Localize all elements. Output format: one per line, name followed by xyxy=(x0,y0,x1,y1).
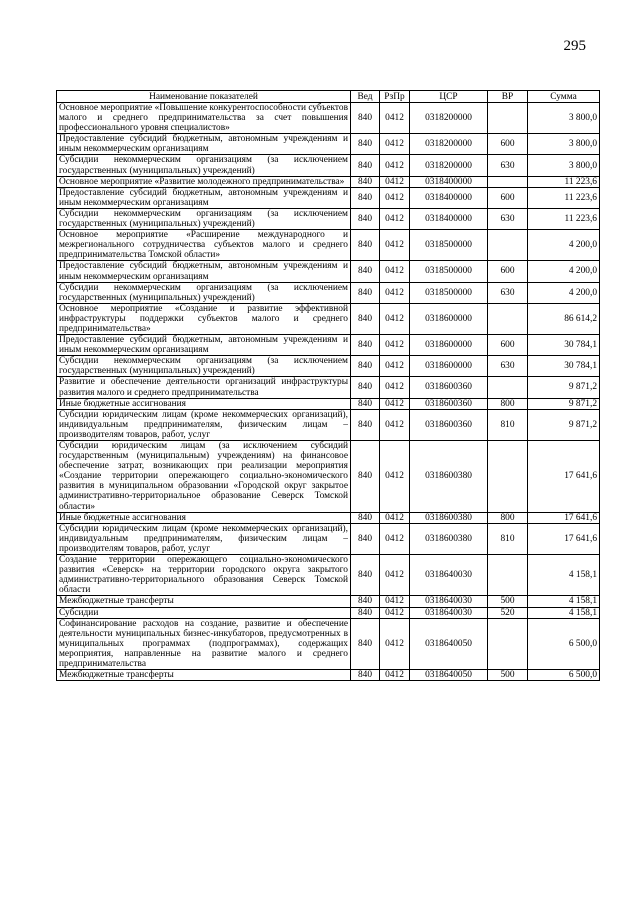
cell-vr xyxy=(488,230,528,261)
cell-csr: 0318600360 xyxy=(410,409,488,440)
cell-name: Предоставление субсидий бюджетным, автономным учреждениям и иным некоммерческим организациям xyxy=(57,187,351,208)
cell-rzpr: 0412 xyxy=(380,441,410,513)
cell-rzpr: 0412 xyxy=(380,282,410,303)
cell-ved: 840 xyxy=(351,261,380,282)
cell-name: Предоставление субсидий бюджетным, автономным учреждениям и иным некоммерческим организациям xyxy=(57,261,351,282)
cell-sum: 11 223,6 xyxy=(528,176,600,187)
cell-rzpr: 0412 xyxy=(380,261,410,282)
cell-rzpr: 0412 xyxy=(380,176,410,187)
cell-name: Основное мероприятие «Развитие молодежного предпринимательства» xyxy=(57,176,351,187)
cell-ved: 840 xyxy=(351,187,380,208)
table-row xyxy=(57,208,600,229)
cell-rzpr: 0412 xyxy=(380,523,410,554)
cell-sum: 9 871,2 xyxy=(528,398,600,409)
cell-sum: 11 223,6 xyxy=(528,208,600,229)
table-row xyxy=(57,335,600,356)
table-row xyxy=(57,176,600,187)
cell-sum: 6 500,0 xyxy=(528,670,600,681)
cell-csr: 0318500000 xyxy=(410,230,488,261)
header-rzpr: РзПр xyxy=(380,91,410,103)
cell-csr: 0318600000 xyxy=(410,303,488,334)
cell-csr: 0318600380 xyxy=(410,441,488,513)
table-row xyxy=(57,282,600,303)
table-row xyxy=(57,512,600,523)
cell-csr: 0318500000 xyxy=(410,282,488,303)
cell-rzpr: 0412 xyxy=(380,377,410,398)
table-row xyxy=(57,398,600,409)
cell-sum: 4 200,0 xyxy=(528,282,600,303)
cell-rzpr: 0412 xyxy=(380,335,410,356)
budget-table xyxy=(56,90,600,681)
table-row xyxy=(57,618,600,669)
cell-rzpr: 0412 xyxy=(380,230,410,261)
table-row xyxy=(57,377,600,398)
cell-csr: 0318640030 xyxy=(410,555,488,596)
table-row xyxy=(57,670,600,681)
table-row xyxy=(57,230,600,261)
cell-rzpr: 0412 xyxy=(380,512,410,523)
cell-sum: 6 500,0 xyxy=(528,618,600,669)
cell-sum: 30 784,1 xyxy=(528,356,600,377)
cell-ved: 840 xyxy=(351,134,380,155)
cell-vr xyxy=(488,377,528,398)
cell-ved: 840 xyxy=(351,155,380,176)
cell-rzpr: 0412 xyxy=(380,409,410,440)
cell-vr: 810 xyxy=(488,523,528,554)
cell-ved: 840 xyxy=(351,176,380,187)
cell-rzpr: 0412 xyxy=(380,670,410,681)
table-row xyxy=(57,134,600,155)
header-name: Наименование показателей xyxy=(57,91,351,103)
header-csr: ЦСР xyxy=(410,91,488,103)
cell-ved: 840 xyxy=(351,398,380,409)
cell-name: Субсидии юридическим лицам (за исключением субсидий государственным (муниципальным) учреждениям) на финансовое обеспечение затрат, возникающих при реализации мероприятия «Создание территории опережающего социально-экономического развития в муниципальном образовании «Городской округ закрытое административно-территориальное образование Северск Томской области» xyxy=(57,441,351,513)
cell-sum: 4 158,1 xyxy=(528,596,600,607)
cell-ved: 840 xyxy=(351,103,380,134)
cell-sum: 3 800,0 xyxy=(528,134,600,155)
cell-name: Предоставление субсидий бюджетным, автономным учреждениям и иным некоммерческим организациям xyxy=(57,134,351,155)
cell-sum: 17 641,6 xyxy=(528,512,600,523)
cell-csr: 0318640030 xyxy=(410,596,488,607)
cell-rzpr: 0412 xyxy=(380,555,410,596)
cell-ved: 840 xyxy=(351,282,380,303)
cell-vr xyxy=(488,176,528,187)
cell-vr: 500 xyxy=(488,670,528,681)
cell-ved: 840 xyxy=(351,377,380,398)
cell-csr: 0318400000 xyxy=(410,208,488,229)
cell-vr xyxy=(488,618,528,669)
cell-sum: 9 871,2 xyxy=(528,409,600,440)
cell-vr: 630 xyxy=(488,208,528,229)
cell-sum: 86 614,2 xyxy=(528,303,600,334)
cell-name: Основное мероприятие «Расширение международного и межрегионального сотрудничества субъектов малого и среднего предпринимательства Томской области» xyxy=(57,230,351,261)
cell-ved: 840 xyxy=(351,670,380,681)
header-row xyxy=(57,91,600,103)
table-row xyxy=(57,555,600,596)
table-row xyxy=(57,523,600,554)
cell-ved: 840 xyxy=(351,618,380,669)
table-row xyxy=(57,596,600,607)
cell-csr: 0318600380 xyxy=(410,523,488,554)
cell-rzpr: 0412 xyxy=(380,356,410,377)
cell-vr xyxy=(488,303,528,334)
cell-name: Субсидии некоммерческим организациям (за исключением государственных (муниципальных) учреждений) xyxy=(57,356,351,377)
cell-vr: 630 xyxy=(488,356,528,377)
cell-ved: 840 xyxy=(351,596,380,607)
cell-ved: 840 xyxy=(351,555,380,596)
cell-name: Софинансирование расходов на создание, развитие и обеспечение деятельности муниципальных бизнес-инкубаторов, предусмотренных в муниципальных программах (подпрограммах), содержащих мероприятия, направленные на развитие малого и среднего предпринимательства xyxy=(57,618,351,669)
table-row xyxy=(57,607,600,618)
cell-sum: 4 200,0 xyxy=(528,230,600,261)
cell-sum: 4 158,1 xyxy=(528,607,600,618)
cell-name: Субсидии некоммерческим организациям (за исключением государственных (муниципальных) учреждений) xyxy=(57,155,351,176)
cell-ved: 840 xyxy=(351,230,380,261)
cell-name: Предоставление субсидий бюджетным, автономным учреждениям и иным некоммерческим организациям xyxy=(57,335,351,356)
cell-vr: 630 xyxy=(488,155,528,176)
cell-vr: 800 xyxy=(488,398,528,409)
table-row xyxy=(57,261,600,282)
cell-csr: 0318600000 xyxy=(410,335,488,356)
cell-name: Иные бюджетные ассигнования xyxy=(57,398,351,409)
cell-vr: 600 xyxy=(488,134,528,155)
cell-csr: 0318640050 xyxy=(410,670,488,681)
table-body xyxy=(57,103,600,681)
cell-csr: 0318600360 xyxy=(410,377,488,398)
cell-csr: 0318500000 xyxy=(410,261,488,282)
cell-name: Субсидии некоммерческим организациям (за исключением государственных (муниципальных) учреждений) xyxy=(57,282,351,303)
cell-vr: 810 xyxy=(488,409,528,440)
cell-ved: 840 xyxy=(351,356,380,377)
cell-name: Субсидии xyxy=(57,607,351,618)
cell-vr: 600 xyxy=(488,335,528,356)
cell-ved: 840 xyxy=(351,335,380,356)
cell-csr: 0318200000 xyxy=(410,103,488,134)
cell-sum: 3 800,0 xyxy=(528,155,600,176)
cell-name: Основное мероприятие «Создание и развитие эффективной инфраструктуры поддержки субъектов малого и среднего предпринимательства» xyxy=(57,303,351,334)
cell-vr: 500 xyxy=(488,596,528,607)
cell-name: Создание территории опережающего социально-экономического развития «Северск» на территории городского округа закрытого административно-территориального образования Северск Томской области xyxy=(57,555,351,596)
cell-rzpr: 0412 xyxy=(380,208,410,229)
cell-sum: 11 223,6 xyxy=(528,187,600,208)
cell-rzpr: 0412 xyxy=(380,398,410,409)
cell-rzpr: 0412 xyxy=(380,134,410,155)
cell-csr: 0318200000 xyxy=(410,134,488,155)
cell-rzpr: 0412 xyxy=(380,187,410,208)
cell-csr: 0318600380 xyxy=(410,512,488,523)
cell-sum: 9 871,2 xyxy=(528,377,600,398)
cell-rzpr: 0412 xyxy=(380,596,410,607)
cell-vr: 600 xyxy=(488,261,528,282)
cell-vr xyxy=(488,103,528,134)
cell-sum: 17 641,6 xyxy=(528,523,600,554)
cell-name: Субсидии некоммерческим организациям (за исключением государственных (муниципальных) учреждений) xyxy=(57,208,351,229)
cell-vr: 600 xyxy=(488,187,528,208)
cell-ved: 840 xyxy=(351,441,380,513)
table-row xyxy=(57,103,600,134)
table-row xyxy=(57,155,600,176)
cell-rzpr: 0412 xyxy=(380,618,410,669)
cell-name: Основное мероприятие «Повышение конкурентоспособности субъектов малого и среднего предпринимательства за счет повышения профессионального уровня специалистов» xyxy=(57,103,351,134)
table-row xyxy=(57,303,600,334)
table-row xyxy=(57,441,600,513)
cell-ved: 840 xyxy=(351,512,380,523)
cell-sum: 4 200,0 xyxy=(528,261,600,282)
cell-vr: 800 xyxy=(488,512,528,523)
header-ved: Вед xyxy=(351,91,380,103)
cell-ved: 840 xyxy=(351,523,380,554)
cell-csr: 0318640050 xyxy=(410,618,488,669)
header-sum: Сумма xyxy=(528,91,600,103)
cell-sum: 3 800,0 xyxy=(528,103,600,134)
cell-ved: 840 xyxy=(351,607,380,618)
cell-csr: 0318200000 xyxy=(410,155,488,176)
cell-rzpr: 0412 xyxy=(380,155,410,176)
cell-name: Межбюджетные трансферты xyxy=(57,670,351,681)
cell-ved: 840 xyxy=(351,208,380,229)
cell-name: Межбюджетные трансферты xyxy=(57,596,351,607)
table-row xyxy=(57,187,600,208)
cell-sum: 17 641,6 xyxy=(528,441,600,513)
cell-name: Развитие и обеспечение деятельности организаций инфраструктуры развития малого и среднего предпринимательства xyxy=(57,377,351,398)
cell-csr: 0318600000 xyxy=(410,356,488,377)
page-number: 295 xyxy=(563,38,586,54)
cell-name: Субсидии юридическим лицам (кроме некоммерческих организаций), индивидуальным предпринимателям, физическим лицам – производителям товаров, работ, услуг xyxy=(57,523,351,554)
cell-name: Иные бюджетные ассигнования xyxy=(57,512,351,523)
cell-csr: 0318600360 xyxy=(410,398,488,409)
cell-vr: 520 xyxy=(488,607,528,618)
cell-csr: 0318400000 xyxy=(410,176,488,187)
cell-vr xyxy=(488,555,528,596)
cell-ved: 840 xyxy=(351,303,380,334)
cell-vr: 630 xyxy=(488,282,528,303)
cell-ved: 840 xyxy=(351,409,380,440)
cell-name: Субсидии юридическим лицам (кроме некоммерческих организаций), индивидуальным предпринимателям, физическим лицам – производителям товаров, работ, услуг xyxy=(57,409,351,440)
cell-rzpr: 0412 xyxy=(380,103,410,134)
cell-sum: 4 158,1 xyxy=(528,555,600,596)
header-vr: ВР xyxy=(488,91,528,103)
cell-csr: 0318400000 xyxy=(410,187,488,208)
table-row xyxy=(57,356,600,377)
cell-vr xyxy=(488,441,528,513)
cell-rzpr: 0412 xyxy=(380,607,410,618)
table-row xyxy=(57,409,600,440)
cell-rzpr: 0412 xyxy=(380,303,410,334)
cell-sum: 30 784,1 xyxy=(528,335,600,356)
cell-csr: 0318640030 xyxy=(410,607,488,618)
